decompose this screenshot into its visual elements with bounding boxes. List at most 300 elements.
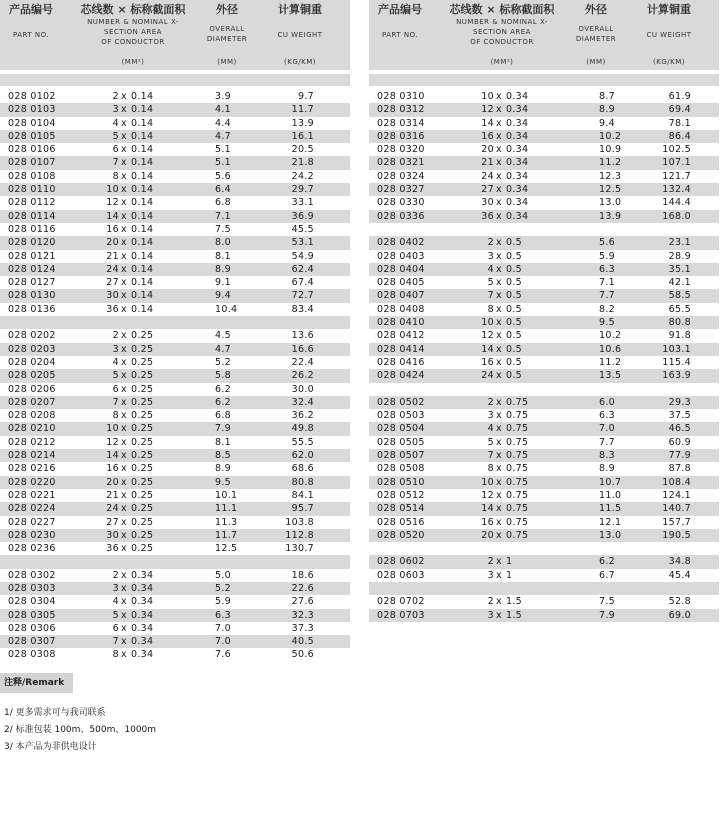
- table-left: [0, 0, 350, 662]
- part-number: 028 0414: [377, 343, 425, 355]
- times-sign: x: [496, 396, 502, 408]
- cu-weight: 84.1: [291, 489, 314, 501]
- table-row: [0, 329, 350, 342]
- part-number: 028 0516: [377, 516, 425, 528]
- overall-diameter: 5.9: [599, 250, 616, 262]
- core-count: 21: [106, 250, 119, 262]
- times-sign: x: [496, 277, 502, 289]
- times-sign: x: [121, 91, 127, 102]
- core-count: 7: [112, 636, 119, 648]
- overall-diameter: 7.0: [215, 622, 232, 634]
- cu-weight: 78.1: [668, 117, 691, 129]
- part-number: 028 0703: [377, 609, 425, 621]
- times-sign: x: [496, 250, 502, 262]
- cu-weight: 144.4: [662, 197, 691, 209]
- overall-diameter: 10.4: [215, 303, 238, 315]
- cross-section: 0.14: [131, 263, 154, 275]
- part-number: 028 0102: [8, 91, 56, 102]
- times-sign: x: [121, 609, 127, 621]
- times-sign: x: [121, 503, 127, 515]
- table-row: [0, 582, 350, 595]
- times-sign: x: [496, 104, 502, 116]
- part-number: 028 0510: [377, 476, 425, 488]
- cu-weight: 91.8: [668, 330, 691, 342]
- table-row: [0, 236, 350, 249]
- spacer-row: [369, 223, 719, 236]
- overall-diameter: 11.2: [599, 356, 622, 368]
- cu-weight: 65.5: [668, 303, 691, 315]
- cu-weight: 29.3: [668, 396, 691, 408]
- cu-weight: 26.2: [291, 370, 314, 382]
- times-sign: x: [121, 290, 127, 302]
- cu-weight: 37.3: [291, 622, 314, 634]
- table-row: [0, 263, 350, 276]
- core-count: 27: [481, 184, 494, 196]
- cross-section: 0.5: [506, 250, 523, 262]
- unit-area: (MM²): [490, 58, 514, 66]
- overall-diameter: 6.4: [215, 184, 232, 196]
- cross-section: 0.34: [131, 636, 154, 648]
- cross-section: 0.14: [131, 250, 154, 262]
- table-row: [0, 449, 350, 462]
- cross-section: 0.5: [506, 317, 523, 329]
- part-number: 028 0207: [8, 396, 56, 408]
- core-count: 20: [481, 529, 494, 541]
- table-row: [369, 103, 719, 116]
- times-sign: x: [121, 303, 127, 315]
- times-sign: x: [121, 250, 127, 262]
- overall-diameter: 5.6: [215, 170, 232, 182]
- cross-section: 0.14: [131, 130, 154, 142]
- table-row: [369, 210, 719, 223]
- overall-diameter: 7.9: [215, 423, 232, 435]
- overall-diameter: 4.4: [215, 117, 232, 129]
- part-number: 028 0216: [8, 463, 56, 475]
- cross-section: 0.25: [131, 450, 154, 462]
- times-sign: x: [121, 396, 127, 408]
- cross-section: 0.5: [506, 277, 523, 289]
- times-sign: x: [496, 317, 502, 329]
- times-sign: x: [496, 170, 502, 182]
- overall-diameter: 11.5: [599, 503, 622, 515]
- part-number: 028 0312: [377, 104, 425, 116]
- cu-weight: 168.0: [662, 210, 691, 222]
- table-row: [0, 396, 350, 409]
- cross-section: 0.14: [131, 157, 154, 169]
- cross-section: 0.5: [506, 356, 523, 368]
- overall-diameter: 7.5: [599, 596, 616, 608]
- table-row: [0, 569, 350, 582]
- core-count: 16: [106, 223, 119, 235]
- core-count: 5: [487, 277, 494, 289]
- spacer-row: [369, 383, 719, 396]
- overall-diameter: 13.5: [599, 370, 622, 382]
- cu-weight: 53.1: [291, 237, 314, 249]
- cu-weight: 49.8: [291, 423, 314, 435]
- remark-note: 3/ 本产品为非供电设计: [4, 742, 97, 752]
- times-sign: x: [121, 582, 127, 594]
- cu-weight: 190.5: [662, 529, 691, 541]
- cross-section: 0.14: [131, 91, 154, 102]
- spacer-row: [0, 555, 350, 568]
- core-count: 20: [106, 237, 119, 249]
- times-sign: x: [121, 197, 127, 209]
- part-number: 028 0136: [8, 303, 56, 315]
- times-sign: x: [121, 489, 127, 501]
- cross-section: 0.14: [131, 170, 154, 182]
- times-sign: x: [496, 370, 502, 382]
- part-number: 028 0206: [8, 383, 56, 395]
- table-row: [0, 436, 350, 449]
- core-count: 20: [106, 476, 119, 488]
- table-row: [0, 356, 350, 369]
- times-sign: x: [121, 144, 127, 156]
- cross-section: 0.75: [506, 516, 529, 528]
- header-weight-zh: 计算铜重: [647, 3, 691, 16]
- times-sign: x: [121, 383, 127, 395]
- cross-section: 0.14: [131, 197, 154, 209]
- cu-weight: 83.4: [291, 303, 314, 315]
- header-conductor-en-1: NUMBER & NOMINAL X-: [87, 18, 179, 26]
- overall-diameter: 5.2: [215, 582, 232, 594]
- table-row: [369, 569, 719, 582]
- times-sign: x: [496, 476, 502, 488]
- table-row: [369, 289, 719, 302]
- table-row: [0, 635, 350, 648]
- table-row: [369, 250, 719, 263]
- cu-weight: 9.7: [297, 91, 314, 102]
- part-number: 028 0306: [8, 622, 56, 634]
- overall-diameter: 6.8: [215, 410, 232, 422]
- cross-section: 0.75: [506, 423, 529, 435]
- part-number: 028 0204: [8, 356, 56, 368]
- times-sign: x: [121, 516, 127, 528]
- cross-section: 0.25: [131, 423, 154, 435]
- unit-weight: (KG/KM): [653, 58, 685, 66]
- core-count: 8: [112, 649, 119, 661]
- table-row: [369, 130, 719, 143]
- cross-section: 0.75: [506, 436, 529, 448]
- cross-section: 0.14: [131, 303, 154, 315]
- part-number: 028 0224: [8, 503, 56, 515]
- part-number: 028 0330: [377, 197, 425, 209]
- part-number: 028 0416: [377, 356, 425, 368]
- core-count: 36: [481, 210, 494, 222]
- cu-weight: 108.4: [662, 476, 691, 488]
- cross-section: 0.34: [506, 144, 529, 156]
- overall-diameter: 5.6: [599, 237, 616, 249]
- cu-weight: 34.8: [668, 556, 691, 568]
- cu-weight: 20.5: [291, 144, 314, 156]
- cu-weight: 37.5: [668, 410, 691, 422]
- table-row: [0, 103, 350, 116]
- table-row: [369, 449, 719, 462]
- cu-weight: 21.8: [291, 157, 314, 169]
- table-row: [369, 263, 719, 276]
- part-number: 028 0424: [377, 370, 425, 382]
- part-number: 028 0120: [8, 237, 56, 249]
- times-sign: x: [496, 157, 502, 169]
- part-number: 028 0110: [8, 184, 56, 196]
- core-count: 12: [481, 104, 494, 116]
- times-sign: x: [121, 596, 127, 608]
- core-count: 3: [112, 582, 119, 594]
- cu-weight: 58.5: [668, 290, 691, 302]
- part-number: 028 0305: [8, 609, 56, 621]
- table-row: [0, 609, 350, 622]
- overall-diameter: 8.9: [215, 263, 232, 275]
- table-row: [369, 236, 719, 249]
- cross-section: 0.34: [506, 197, 529, 209]
- overall-diameter: 7.0: [599, 423, 616, 435]
- cu-weight: 32.3: [291, 609, 314, 621]
- cross-section: 0.34: [506, 117, 529, 129]
- cu-weight: 24.2: [291, 170, 314, 182]
- table-row: [369, 516, 719, 529]
- table-row: [369, 555, 719, 568]
- cross-section: 0.5: [506, 237, 523, 249]
- times-sign: x: [121, 343, 127, 355]
- core-count: 7: [487, 290, 494, 302]
- overall-diameter: 11.1: [215, 503, 238, 515]
- core-count: 3: [487, 410, 494, 422]
- cross-section: 0.75: [506, 529, 529, 541]
- table-row: [0, 516, 350, 529]
- overall-diameter: 10.6: [599, 343, 622, 355]
- part-number: 028 0405: [377, 277, 425, 289]
- times-sign: x: [121, 543, 127, 555]
- times-sign: x: [121, 649, 127, 661]
- core-count: 2: [487, 596, 494, 608]
- overall-diameter: 8.7: [599, 91, 616, 102]
- remark-heading: 注释/Remark: [0, 673, 73, 693]
- table-row: [369, 396, 719, 409]
- cu-weight: 95.7: [291, 503, 314, 515]
- times-sign: x: [121, 370, 127, 382]
- times-sign: x: [496, 237, 502, 249]
- cross-section: 0.5: [506, 263, 523, 275]
- header-weight-en: CU WEIGHT: [277, 31, 323, 39]
- cross-section: 0.25: [131, 383, 154, 395]
- times-sign: x: [496, 410, 502, 422]
- part-number: 028 0212: [8, 436, 56, 448]
- overall-diameter: 3.9: [215, 91, 232, 102]
- core-count: 30: [481, 197, 494, 209]
- cu-weight: 87.8: [668, 463, 691, 475]
- unit-diameter: (MM): [217, 58, 237, 66]
- part-number: 028 0104: [8, 117, 56, 129]
- cu-weight: 45.4: [668, 569, 691, 581]
- overall-diameter: 11.3: [215, 516, 238, 528]
- cross-section: 0.34: [506, 130, 529, 142]
- table-row: [369, 502, 719, 515]
- times-sign: x: [121, 356, 127, 368]
- unit-area: (MM²): [121, 58, 145, 66]
- cross-section: 0.25: [131, 396, 154, 408]
- overall-diameter: 13.0: [599, 197, 622, 209]
- cu-weight: 107.1: [662, 157, 691, 169]
- core-count: 16: [106, 463, 119, 475]
- overall-diameter: 5.9: [215, 596, 232, 608]
- table-row: [0, 223, 350, 236]
- cu-weight: 16.1: [291, 130, 314, 142]
- overall-diameter: 4.1: [215, 104, 232, 116]
- overall-diameter: 12.3: [599, 170, 622, 182]
- part-number: 028 0308: [8, 649, 56, 661]
- table-row: [369, 303, 719, 316]
- cross-section: 0.5: [506, 290, 523, 302]
- overall-diameter: 8.9: [599, 104, 616, 116]
- part-number: 028 0106: [8, 144, 56, 156]
- cu-weight: 42.1: [668, 277, 691, 289]
- core-count: 10: [106, 423, 119, 435]
- core-count: 8: [487, 303, 494, 315]
- core-count: 21: [481, 157, 494, 169]
- cu-weight: 124.1: [662, 489, 691, 501]
- cu-weight: 62.4: [291, 263, 314, 275]
- core-count: 24: [106, 503, 119, 515]
- overall-diameter: 5.2: [215, 356, 232, 368]
- part-number: 028 0130: [8, 290, 56, 302]
- overall-diameter: 10.2: [599, 130, 622, 142]
- overall-diameter: 8.2: [599, 303, 616, 315]
- part-number: 028 0327: [377, 184, 425, 196]
- cross-section: 0.25: [131, 330, 154, 342]
- table-row: [0, 276, 350, 289]
- overall-diameter: 7.1: [599, 277, 616, 289]
- cu-weight: 157.7: [662, 516, 691, 528]
- table-row: [0, 383, 350, 396]
- cross-section: 0.14: [131, 144, 154, 156]
- cross-section: 1: [506, 569, 513, 581]
- cu-weight: 11.7: [291, 104, 314, 116]
- overall-diameter: 5.0: [215, 569, 232, 581]
- core-count: 8: [112, 170, 119, 182]
- times-sign: x: [121, 184, 127, 196]
- part-number: 028 0203: [8, 343, 56, 355]
- times-sign: x: [496, 423, 502, 435]
- table-row: [369, 183, 719, 196]
- cu-weight: 45.5: [291, 223, 314, 235]
- core-count: 3: [487, 250, 494, 262]
- cross-section: 1: [506, 556, 513, 568]
- spacer-row: [369, 582, 719, 595]
- table-row: [369, 156, 719, 169]
- times-sign: x: [121, 450, 127, 462]
- cu-weight: 35.1: [668, 263, 691, 275]
- cu-weight: 115.4: [662, 356, 691, 368]
- table-row: [369, 369, 719, 382]
- table-row: [369, 409, 719, 422]
- table-row: [0, 196, 350, 209]
- cross-section: 0.34: [506, 157, 529, 169]
- core-count: 8: [487, 463, 494, 475]
- table-body: [369, 90, 719, 622]
- overall-diameter: 6.2: [599, 556, 616, 568]
- times-sign: x: [496, 569, 502, 581]
- cu-weight: 55.5: [291, 436, 314, 448]
- header-part-en: PART NO.: [12, 31, 50, 39]
- core-count: 12: [481, 489, 494, 501]
- table-row: [0, 250, 350, 263]
- times-sign: x: [121, 476, 127, 488]
- part-number: 028 0230: [8, 529, 56, 541]
- part-number: 028 0304: [8, 596, 56, 608]
- core-count: 27: [106, 277, 119, 289]
- cross-section: 0.75: [506, 463, 529, 475]
- cu-weight: 46.5: [668, 423, 691, 435]
- table-row: [0, 648, 350, 661]
- overall-diameter: 12.5: [599, 184, 622, 196]
- overall-diameter: 8.0: [215, 237, 232, 249]
- cross-section: 0.34: [506, 184, 529, 196]
- core-count: 14: [481, 117, 494, 129]
- core-count: 14: [481, 343, 494, 355]
- times-sign: x: [121, 263, 127, 275]
- overall-diameter: 11.2: [599, 157, 622, 169]
- core-count: 5: [112, 130, 119, 142]
- part-number: 028 0410: [377, 317, 425, 329]
- cu-weight: 60.9: [668, 436, 691, 448]
- times-sign: x: [121, 622, 127, 634]
- core-count: 8: [112, 410, 119, 422]
- cu-weight: 72.7: [291, 290, 314, 302]
- overall-diameter: 4.5: [215, 330, 232, 342]
- table-row: [0, 489, 350, 502]
- unit-weight: (KG/KM): [284, 58, 316, 66]
- core-count: 14: [106, 450, 119, 462]
- part-number: 028 0504: [377, 423, 425, 435]
- times-sign: x: [496, 516, 502, 528]
- core-count: 12: [106, 197, 119, 209]
- times-sign: x: [496, 529, 502, 541]
- overall-diameter: 8.1: [215, 250, 232, 262]
- times-sign: x: [121, 330, 127, 342]
- part-number: 028 0107: [8, 157, 56, 169]
- times-sign: x: [496, 450, 502, 462]
- header-conductor-en-1: NUMBER & NOMINAL X-: [456, 18, 548, 26]
- core-count: 16: [481, 516, 494, 528]
- times-sign: x: [121, 569, 127, 581]
- part-number: 028 0108: [8, 170, 56, 182]
- core-count: 5: [112, 609, 119, 621]
- cross-section: 0.25: [131, 529, 154, 541]
- header-part-en: PART NO.: [381, 31, 419, 39]
- table-row: [0, 369, 350, 382]
- part-number: 028 0408: [377, 303, 425, 315]
- overall-diameter: 6.0: [599, 396, 616, 408]
- table-row: [369, 117, 719, 130]
- cross-section: 0.14: [131, 237, 154, 249]
- part-number: 028 0512: [377, 489, 425, 501]
- table-row: [369, 436, 719, 449]
- cross-section: 0.25: [131, 343, 154, 355]
- overall-diameter: 7.1: [215, 210, 232, 222]
- cu-weight: 40.5: [291, 636, 314, 648]
- part-number: 028 0103: [8, 104, 56, 116]
- cu-weight: 23.1: [668, 237, 691, 249]
- cu-weight: 69.0: [668, 609, 691, 621]
- core-count: 24: [106, 263, 119, 275]
- overall-diameter: 10.2: [599, 330, 622, 342]
- core-count: 4: [112, 596, 119, 608]
- part-number: 028 0112: [8, 197, 56, 209]
- times-sign: x: [496, 290, 502, 302]
- cross-section: 0.14: [131, 117, 154, 129]
- cu-weight: 50.6: [291, 649, 314, 661]
- cross-section: 0.34: [131, 582, 154, 594]
- table-row: [0, 476, 350, 489]
